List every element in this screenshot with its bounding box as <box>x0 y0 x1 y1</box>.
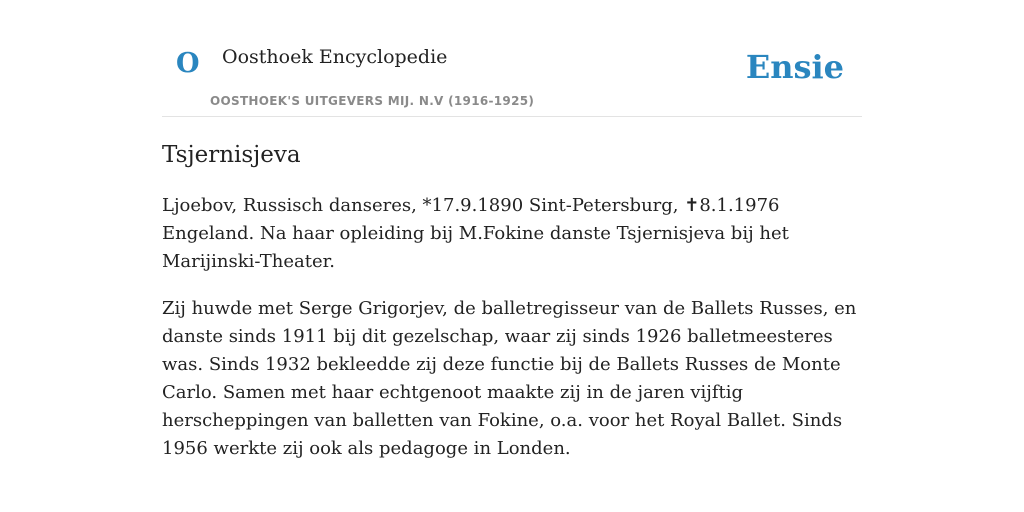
ensie-logo-link[interactable]: Ensie <box>745 48 844 86</box>
article-paragraph-1: Ljoebov, Russisch danseres, *17.9.1890 Sint-Petersburg, ✝8.1.1976 Engeland. Na haar opleiding bij M.Fokine danste Tsjernisjeva bij het Marijinski-Theater. <box>162 195 789 272</box>
publication-logo[interactable]: O <box>176 48 200 79</box>
publisher-subtitle: OOSTHOEK'S UITGEVERS MIJ. N.V (1916-1925) <box>210 94 535 108</box>
site-header <box>162 0 862 117</box>
article <box>162 138 862 463</box>
publication-title[interactable]: Oosthoek Encyclopedie <box>222 46 448 68</box>
article-paragraph-2: Zij huwde met Serge Grigorjev, de balletregisseur van de Ballets Russes, en danste sinds 1911 bij dit gezelschap, waar zij sinds 1926 balletmeesteres was. Sinds 1932 bekleedde zij deze functie bij de Ballets Russes de Monte Carlo. Samen met haar echtgenoot maakte zij in de jaren vijftig herscheppingen van balletten van Fokine, o.a. voor het Royal Ballet. Sinds 1956 werkte zij ook als pedagoge in Londen. <box>162 298 857 459</box>
article-title: Tsjernisjeva <box>162 142 301 168</box>
